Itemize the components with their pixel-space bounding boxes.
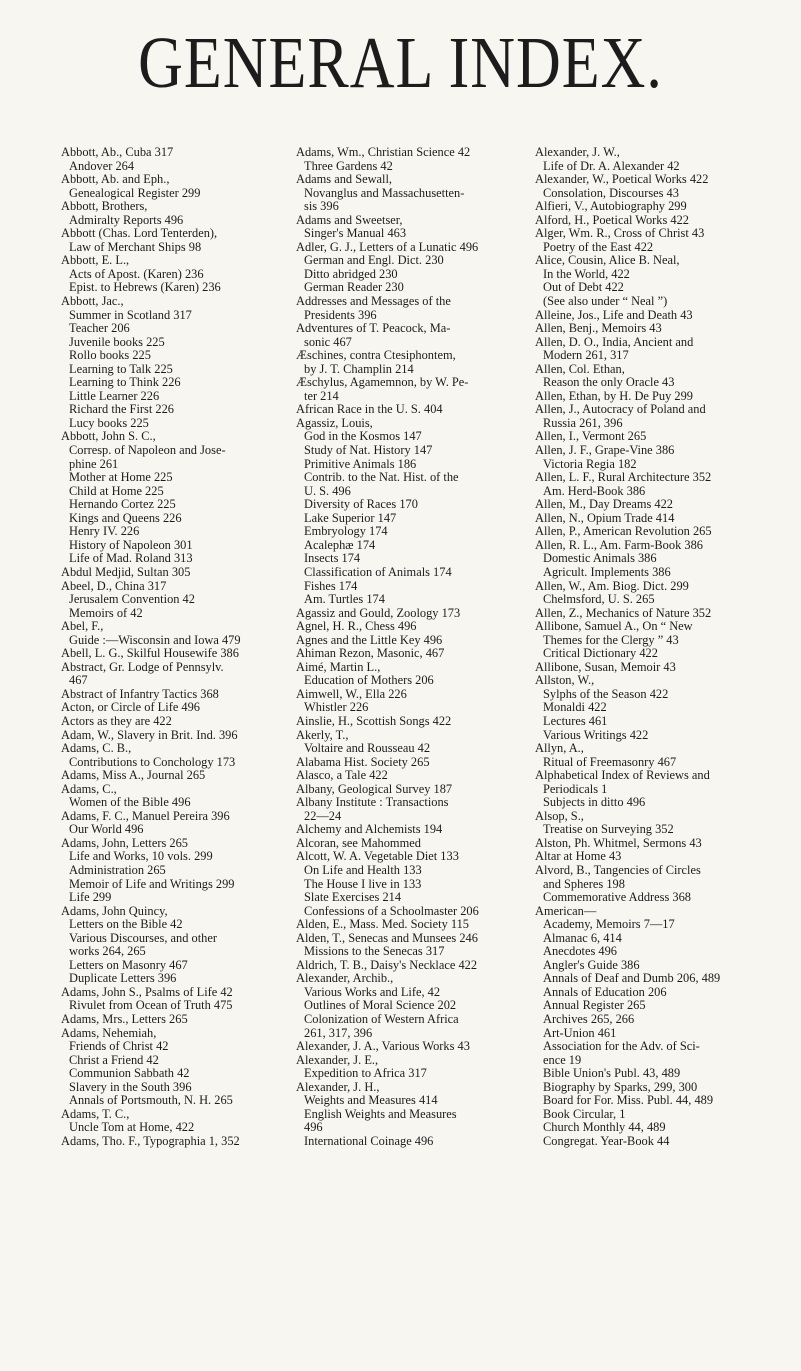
index-entry: Aldrich, T. B., Daisy's Necklace 422 — [296, 957, 478, 972]
index-entry: Abbott (Chas. Lord Tenterden), — [61, 226, 218, 241]
index-entry: Child at Home 225 — [69, 483, 164, 498]
index-entry: Hernando Cortez 225 — [69, 497, 176, 512]
index-entry: Slate Exercises 214 — [304, 890, 402, 905]
index-entry: and Spheres 198 — [543, 876, 625, 891]
index-entry: Allen, Ethan, by H. De Puy 299 — [535, 388, 693, 403]
index-entry: Ditto abridged 230 — [304, 266, 398, 281]
index-entry: God in the Kosmos 147 — [304, 429, 422, 444]
index-entry: Teacher 206 — [69, 321, 130, 336]
index-entry: Letters on Masonry 467 — [69, 957, 188, 972]
index-entry: American— — [535, 903, 597, 918]
index-entry: Æschylus, Agamemnon, by W. Pe- — [296, 375, 469, 390]
index-entry: Allen, I., Vermont 265 — [535, 429, 647, 444]
index-entry: Alvord, B., Tangencies of Circles — [535, 862, 701, 877]
index-entry: Æschines, contra Ctesiphontem, — [296, 348, 456, 363]
index-entry: Annals of Deaf and Dumb 206, 489 — [543, 971, 721, 986]
index-entry: Annual Register 265 — [543, 998, 646, 1013]
index-entry: Alice, Cousin, Alice B. Neal, — [535, 253, 680, 268]
index-entry: (See also under “ Neal ”) — [543, 294, 668, 309]
index-entry: Memoirs of 42 — [69, 605, 143, 620]
index-entry: Allen, Col. Ethan, — [535, 361, 625, 376]
index-entry: Modern 261, 317 — [543, 348, 629, 363]
index-entry: Duplicate Letters 396 — [69, 971, 177, 986]
index-entry: Corresp. of Napoleon and Jose- — [69, 443, 226, 458]
index-entry: Commemorative Address 368 — [543, 890, 691, 905]
index-entry: Akerly, T., — [296, 727, 349, 742]
index-entry: Alston, Ph. Whitmel, Sermons 43 — [535, 835, 702, 850]
index-entry: Allen, D. O., India, Ancient and — [535, 334, 694, 349]
index-entry: 496 — [304, 1120, 323, 1135]
index-entry: Henry IV. 226 — [69, 524, 140, 539]
index-entry: Adams, C., — [61, 781, 117, 796]
index-entry: Abdul Medjid, Sultan 305 — [61, 564, 191, 579]
index-entry: Insects 174 — [304, 551, 361, 566]
index-entry: Alchemy and Alchemists 194 — [296, 822, 443, 837]
index-entry: sis 396 — [304, 199, 339, 214]
index-entry: Various Works and Life, 42 — [304, 984, 441, 999]
index-entry: Juvenile books 225 — [69, 334, 165, 349]
index-entry: Outlines of Moral Science 202 — [304, 998, 457, 1013]
index-entry: Allen, L. F., Rural Architecture 352 — [535, 470, 712, 485]
index-entry: Mother at Home 225 — [69, 470, 173, 485]
index-entry: Allen, M., Day Dreams 422 — [535, 497, 673, 512]
index-entry: Various Discourses, and other — [69, 930, 217, 945]
index-entry: phine 261 — [69, 456, 119, 471]
index-entry: International Coinage 496 — [304, 1133, 434, 1148]
index-entry: The House I live in 133 — [304, 876, 422, 891]
index-entry: Andover 264 — [69, 158, 135, 173]
index-entry: Annals of Portsmouth, N. H. 265 — [69, 1093, 233, 1108]
index-entry: Adams, Mrs., Letters 265 — [61, 1012, 188, 1026]
index-entry: Rivulet from Ocean of Truth 475 — [69, 998, 233, 1013]
index-entry: Study of Nat. History 147 — [304, 443, 433, 458]
index-entry: Albany, Geological Survey 187 — [296, 781, 453, 796]
index-entry: Rollo books 225 — [69, 348, 151, 363]
index-entry: Voltaire and Rousseau 42 — [304, 741, 431, 756]
index-entry: Am. Turtles 174 — [304, 592, 385, 607]
index-entry: Altar at Home 43 — [535, 849, 622, 864]
index-entry: Little Learner 226 — [69, 388, 160, 403]
index-entry: Colonization of Western Africa — [304, 1012, 459, 1026]
page-title: GENERAL INDEX. — [138, 23, 663, 104]
index-entry: Abbott, Jac., — [61, 294, 124, 309]
index-entry: Learning to Think 226 — [69, 375, 181, 390]
index-entry: Alleine, Jos., Life and Death 43 — [535, 307, 693, 322]
index-entry: Allen, Benj., Memoirs 43 — [535, 321, 662, 336]
index-entry: Adams, Nehemiah, — [61, 1025, 157, 1040]
index-entry: Richard the First 226 — [69, 402, 174, 417]
index-entry: Monaldi 422 — [543, 700, 607, 715]
index-entry: Adams, Wm., Christian Science 42 — [296, 145, 471, 159]
index-entry: Victoria Regia 182 — [543, 456, 637, 471]
index-entry: Abbott, E. L., — [61, 253, 130, 268]
index-entry: Adams, Miss A., Journal 265 — [61, 768, 206, 783]
index-entry: Am. Herd-Book 386 — [543, 483, 646, 498]
index-entry: Adams, John S., Psalms of Life 42 — [61, 984, 233, 999]
index-entry: German and Engl. Dict. 230 — [304, 253, 444, 268]
index-entry: Life 299 — [69, 890, 112, 905]
index-entry: English Weights and Measures — [304, 1106, 457, 1121]
index-entry: Russia 261, 396 — [543, 415, 623, 430]
index-column-1 — [61, 146, 241, 1148]
index-entry: Allston, W., — [535, 673, 595, 688]
index-entry: Allibone, Samuel A., On “ New — [535, 619, 693, 634]
index-entry: Whistler 226 — [304, 700, 369, 715]
index-entry: Allen, P., American Revolution 265 — [535, 524, 712, 539]
index-entry: Alexander, J. H., — [296, 1079, 380, 1094]
index-entry: Diversity of Races 170 — [304, 497, 418, 512]
index-entry: Aimwell, W., Ella 226 — [296, 686, 407, 701]
index-entry: Allen, J., Autocracy of Poland and — [535, 402, 706, 417]
index-entry: Three Gardens 42 — [304, 158, 393, 173]
index-entry: Alsop, S., — [535, 808, 584, 823]
index-entry: Expedition to Africa 317 — [304, 1066, 427, 1081]
index-entry: Life of Mad. Roland 313 — [69, 551, 193, 566]
index-entry: Contributions to Conchology 173 — [69, 754, 236, 769]
index-entry: Albany Institute : Transactions — [296, 795, 449, 810]
index-entry: Missions to the Senecas 317 — [304, 944, 445, 959]
index-entry: Women of the Bible 496 — [69, 795, 191, 810]
index-entry: ter 214 — [304, 388, 339, 403]
index-entry: Adams, Tho. F., Typographia 1, 352 — [61, 1133, 240, 1148]
index-entry: Allen, W., Am. Biog. Dict. 299 — [535, 578, 689, 593]
index-entry: Alger, Wm. R., Cross of Christ 43 — [535, 226, 705, 241]
index-entry: Alden, E., Mass. Med. Society 115 — [296, 917, 469, 932]
index-entry: Alexander, J. W., — [535, 145, 620, 159]
index-entry: Consolation, Discourses 43 — [543, 185, 679, 200]
index-entry: Agassiz and Gould, Zoology 173 — [296, 605, 461, 620]
index-entry: Letters on the Bible 42 — [69, 917, 183, 932]
index-entry: History of Napoleon 301 — [69, 537, 193, 552]
index-entry: Presidents 396 — [304, 307, 377, 322]
index-entry: Learning to Talk 225 — [69, 361, 173, 376]
index-entry: Academy, Memoirs 7—17 — [543, 917, 675, 932]
index-entry: Annals of Education 206 — [543, 984, 667, 999]
index-entry: Abel, F., — [61, 619, 104, 634]
index-entry: Adams, C. B., — [61, 741, 132, 756]
index-entry: Congregat. Year-Book 44 — [543, 1133, 670, 1148]
index-entry: Life and Works, 10 vols. 299 — [69, 849, 213, 864]
index-entry: Alford, H., Poetical Works 422 — [535, 212, 689, 227]
index-entry: Alasco, a Tale 422 — [296, 768, 388, 783]
index-entry: Alexander, Archib., — [296, 971, 394, 986]
index-entry: Poetry of the East 422 — [543, 239, 654, 254]
index-entry: Archives 265, 266 — [543, 1012, 635, 1026]
index-entry: Abbott, Brothers, — [61, 199, 148, 214]
index-entry: Abeel, D., China 317 — [61, 578, 167, 593]
index-entry: Adams, John, Letters 265 — [61, 835, 188, 850]
index-entry: Ritual of Freemasonry 467 — [543, 754, 677, 769]
index-entry: Aimé, Martin L., — [296, 659, 381, 674]
index-entry: Kings and Queens 226 — [69, 510, 182, 525]
index-entry: Epist. to Hebrews (Karen) 236 — [69, 280, 221, 295]
index-entry: Adams, F. C., Manuel Pereira 396 — [61, 808, 230, 823]
index-entry: Alexander, W., Poetical Works 422 — [535, 172, 709, 187]
index-entry: Ainslie, H., Scottish Songs 422 — [296, 713, 452, 728]
index-entry: Association for the Adv. of Sci- — [543, 1039, 700, 1054]
index-entry: Primitive Animals 186 — [304, 456, 417, 471]
index-entry: Agassiz, Louis, — [296, 415, 373, 430]
index-entry: Abstract of Infantry Tactics 368 — [61, 686, 219, 701]
index-column-3 — [535, 146, 720, 1148]
index-entry: Classification of Animals 174 — [304, 564, 452, 579]
index-entry: Communion Sabbath 42 — [69, 1066, 190, 1081]
index-entry: Alcott, W. A. Vegetable Diet 133 — [296, 849, 459, 864]
index-entry: African Race in the U. S. 404 — [296, 402, 443, 417]
index-entry: Memoir of Life and Writings 299 — [69, 876, 235, 891]
index-entry: Adams, T. C., — [61, 1106, 130, 1121]
index-entry: Addresses and Messages of the — [296, 294, 451, 309]
index-entry: 261, 317, 396 — [304, 1025, 373, 1040]
index-entry: Abbott, John S. C., — [61, 429, 156, 444]
index-entry: Lucy books 225 — [69, 415, 149, 430]
index-entry: Contrib. to the Nat. Hist. of the — [304, 470, 459, 485]
index-entry: Acalephæ 174 — [304, 537, 376, 552]
index-entry: Alden, T., Senecas and Munsees 246 — [296, 930, 478, 945]
index-entry: Genealogical Register 299 — [69, 185, 201, 200]
index-entry: Adam, W., Slavery in Brit. Ind. 396 — [61, 727, 238, 742]
index-entry: Fishes 174 — [304, 578, 358, 593]
index-entry: works 264, 265 — [69, 944, 146, 959]
index-entry: Sylphs of the Season 422 — [543, 686, 669, 701]
index-entry: ence 19 — [543, 1052, 582, 1067]
index-entry: Allibone, Susan, Memoir 43 — [535, 659, 676, 674]
index-entry: Slavery in the South 396 — [69, 1079, 192, 1094]
index-entry: Admiralty Reports 496 — [69, 212, 184, 227]
index-entry: sonic 467 — [304, 334, 352, 349]
index-entry: Administration 265 — [69, 862, 166, 877]
index-entry: Confessions of a Schoolmaster 206 — [304, 903, 479, 918]
index-entry: Alexander, J. E., — [296, 1052, 379, 1067]
index-entry: Christ a Friend 42 — [69, 1052, 159, 1067]
index-entry: Alexander, J. A., Various Works 43 — [296, 1039, 470, 1054]
index-entry: Domestic Animals 386 — [543, 551, 657, 566]
index-entry: Abstract, Gr. Lodge of Pennsylv. — [61, 659, 224, 674]
index-entry: Reason the only Oracle 43 — [543, 375, 675, 390]
index-entry: Acts of Apost. (Karen) 236 — [69, 266, 204, 281]
index-entry: Allen, Z., Mechanics of Nature 352 — [535, 605, 712, 620]
index-entry: Bible Union's Publ. 43, 489 — [543, 1066, 681, 1081]
index-entry: Adventures of T. Peacock, Ma- — [296, 321, 451, 336]
index-entry: Abbott, Ab. and Eph., — [61, 172, 170, 187]
index-entry: Allen, J. F., Grape-Vine 386 — [535, 443, 675, 458]
index-entry: Adler, G. J., Letters of a Lunatic 496 — [296, 239, 479, 254]
index-entry: by J. T. Champlin 214 — [304, 361, 414, 376]
index-entry: German Reader 230 — [304, 280, 404, 295]
index-entry: Alphabetical Index of Reviews and — [535, 768, 710, 783]
index-entry: Various Writings 422 — [543, 727, 649, 742]
index-entry: U. S. 496 — [304, 483, 351, 498]
index-entry: Acton, or Circle of Life 496 — [61, 700, 201, 715]
index-entry: Lake Superior 147 — [304, 510, 397, 525]
index-entry: Life of Dr. A. Alexander 42 — [543, 158, 680, 173]
index-entry: Alfieri, V., Autobiography 299 — [535, 199, 687, 214]
index-entry: Agnes and the Little Key 496 — [296, 632, 443, 647]
index-entry: Subjects in ditto 496 — [543, 795, 646, 810]
index-entry: 22—24 — [304, 808, 342, 823]
index-entry: Critical Dictionary 422 — [543, 646, 658, 661]
index-entry: Angler's Guide 386 — [543, 957, 640, 972]
index-entry: Church Monthly 44, 489 — [543, 1120, 666, 1135]
index-entry: Alcoran, see Mahommed — [296, 835, 421, 850]
index-entry: Adams and Sewall, — [296, 172, 393, 187]
index-entry: Friends of Christ 42 — [69, 1039, 169, 1054]
index-entry: Out of Debt 422 — [543, 280, 624, 295]
index-entry: Summer in Scotland 317 — [69, 307, 192, 322]
index-entry: Almanac 6, 414 — [543, 930, 622, 945]
index-entry: Novanglus and Massachusetten- — [304, 185, 465, 200]
index-entry: Singer's Manual 463 — [304, 226, 407, 241]
index-entry: On Life and Health 133 — [304, 862, 422, 877]
index-entry: Adams, John Quincy, — [61, 903, 168, 918]
index-entry: Weights and Measures 414 — [304, 1093, 438, 1108]
index-entry: Themes for the Clergy ” 43 — [543, 632, 679, 647]
index-entry: Biography by Sparks, 299, 300 — [543, 1079, 698, 1094]
index-entry: Guide :—Wisconsin and Iowa 479 — [69, 632, 241, 647]
index-entry: Allen, N., Opium Trade 414 — [535, 510, 675, 525]
index-entry: Agricult. Implements 386 — [543, 564, 671, 579]
index-entry: Allyn, A., — [535, 741, 584, 756]
index-entry: Chelmsford, U. S. 265 — [543, 592, 655, 607]
index-column-2 — [296, 146, 479, 1148]
index-entry: Jerusalem Convention 42 — [69, 592, 195, 607]
index-entry: Actors as they are 422 — [61, 713, 172, 728]
index-entry: Our World 496 — [69, 822, 144, 837]
index-entry: Anecdotes 496 — [543, 944, 617, 959]
index-entry: Abell, L. G., Skilful Housewife 386 — [61, 646, 239, 661]
index-entry: Treatise on Surveying 352 — [543, 822, 674, 837]
index-entry: Art-Union 461 — [543, 1025, 617, 1040]
index-entry: Uncle Tom at Home, 422 — [69, 1120, 195, 1135]
index-entry: Lectures 461 — [543, 713, 608, 728]
index-entry: Adams and Sweetser, — [296, 212, 403, 227]
index-entry: Education of Mothers 206 — [304, 673, 434, 688]
index-entry: Abbott, Ab., Cuba 317 — [61, 145, 174, 159]
index-entry: 467 — [69, 673, 88, 688]
index-entry: Book Circular, 1 — [543, 1106, 626, 1121]
index-entry: Alabama Hist. Society 265 — [296, 754, 430, 769]
index-entry: Agnel, H. R., Chess 496 — [296, 619, 417, 634]
index-entry: Ahiman Rezon, Masonic, 467 — [296, 646, 445, 661]
index-entry: Law of Merchant Ships 98 — [69, 239, 202, 254]
index-entry: Allen, R. L., Am. Farm-Book 386 — [535, 537, 703, 552]
index-entry: In the World, 422 — [543, 266, 630, 281]
index-entry: Board for For. Miss. Publ. 44, 489 — [543, 1093, 714, 1108]
index-entry: Embryology 174 — [304, 524, 388, 539]
index-entry: Periodicals 1 — [543, 781, 608, 796]
